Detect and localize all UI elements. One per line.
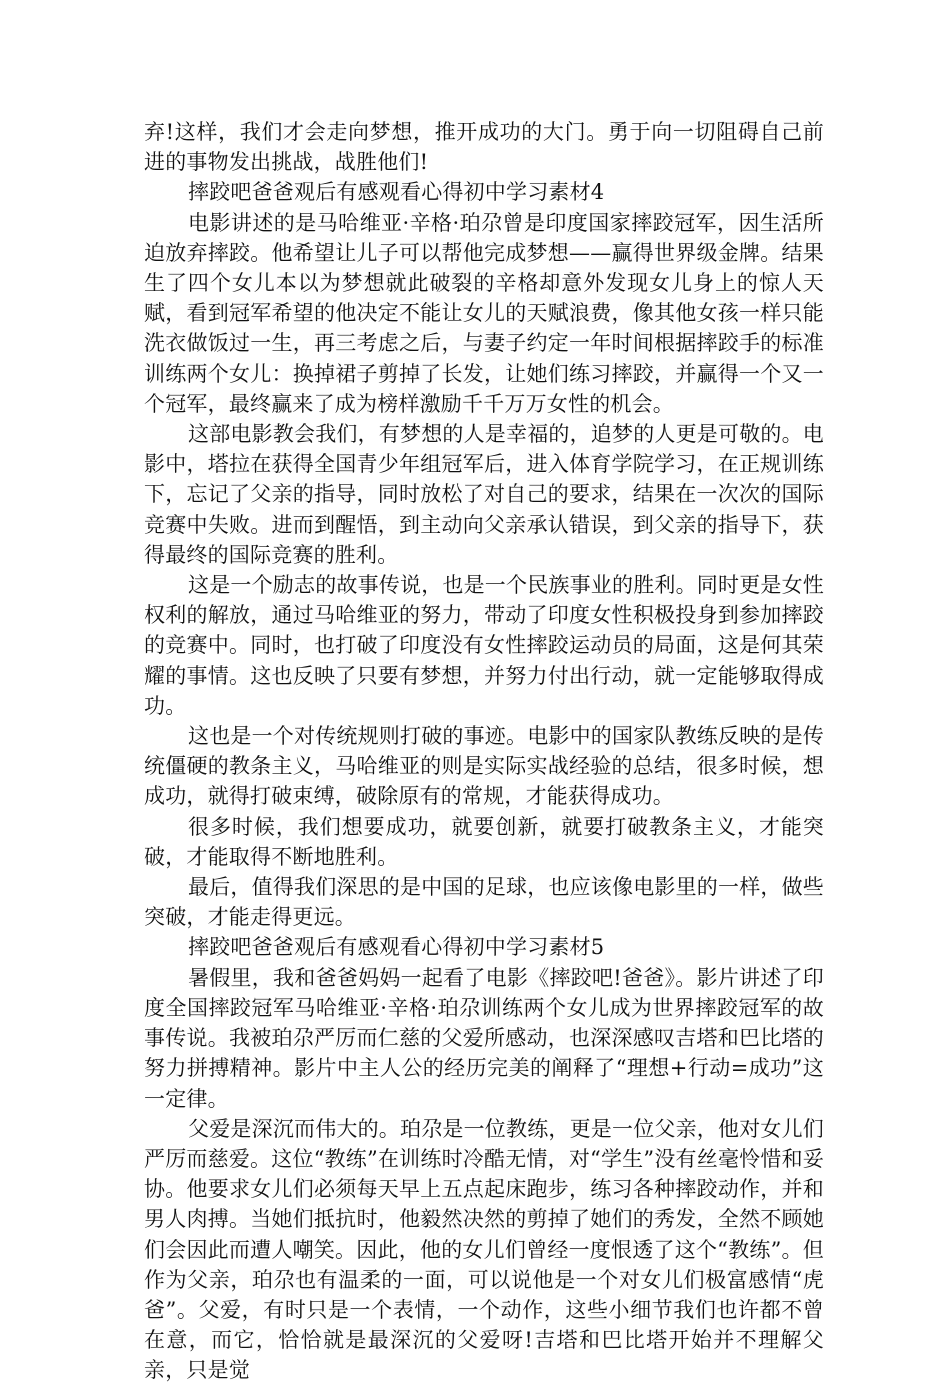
- body-paragraph: 最后，值得我们深思的是中国的足球，也应该像电影里的一样，做些突破，才能走得更远。: [144, 875, 824, 930]
- body-paragraph: 很多时候，我们想要成功，就要创新，就要打破教条主义，才能突破，才能取得不断地胜利。: [144, 814, 824, 869]
- body-paragraph: 这是一个励志的故事传说，也是一个民族事业的胜利。同时更是女性权利的解放，通过马哈维亚的努力，带动了印度女性积极投身到参加摔跤的竞赛中。同时，也打破了印度没有女性摔跤运动员的局面，这是何其荣耀的事情。这也反映了只要有梦想，并努力付出行动，就一定能够取得成功。: [144, 573, 824, 718]
- body-paragraph: 这也是一个对传统规则打破的事迹。电影中的国家队教练反映的是传统僵硬的教条主义，马哈维亚的则是实际实战经验的总结，很多时候，想成功，就得打破束缚，破除原有的常规，才能获得成功。: [144, 724, 824, 809]
- section-heading: 摔跤吧爸爸观后有感观看心得初中学习素材5: [188, 935, 605, 960]
- body-paragraph: 父爱是深沉而伟大的。珀尕是一位教练，更是一位父亲，他对女儿们严厉而慈爱。这位“教练”在训练时冷酷无情，对“学生”没有丝毫怜惜和妥协。他要求女儿们必须每天早上五点起床跑步，练习各种摔跤动作，并和男人肉搏。当她们抵抗时，他毅然决然的剪掉了她们的秀发，全然不顾她们会因此而遭人嘲笑。因此，他的女儿们曾经一度恨透了这个“教练”。但作为父亲，珀尕也有温柔的一面，可以说他是一个对女儿们极富感情“虎爸”。父爱，有时只是一个表情，一个动作，这些小细节我们也许都不曾在意，而它，恰恰就是最深沉的父爱呀!吉塔和巴比塔开始并不理解父亲，只是觉: [144, 1116, 824, 1383]
- document-page: [144, 117, 824, 1386]
- body-paragraph: 电影讲述的是马哈维亚·辛格·珀尕曾是印度国家摔跤冠军，因生活所迫放弃摔跤。他希望让儿子可以帮他完成梦想——赢得世界级金牌。结果生了四个女儿本以为梦想就此破裂的辛格却意外发现女儿身上的惊人天赋，看到冠军希望的他决定不能让女儿的天赋浪费，像其他女孩一样只能洗衣做饭过一生，再三考虑之后，与妻子约定一年时间根据摔跤手的标准训练两个女儿：换掉裙子剪掉了长发，让她们练习摔跤，并赢得一个又一个冠军，最终赢来了成为榜样激励千千万万女性的机会。: [144, 210, 824, 416]
- body-paragraph: 这部电影教会我们，有梦想的人是幸福的，追梦的人更是可敬的。电影中，塔拉在获得全国青少年组冠军后，进入体育学院学习，在正规训练下，忘记了父亲的指导，同时放松了对自己的要求，结果在一次次的国际竞赛中失败。进而到醒悟，到主动向父亲承认错误，到父亲的指导下，获得最终的国际竞赛的胜利。: [144, 422, 824, 567]
- body-paragraph: 弃!这样，我们才会走向梦想，推开成功的大门。勇于向一切阻碍自己前进的事物发出挑战，战胜他们!: [144, 120, 824, 175]
- body-paragraph: 暑假里，我和爸爸妈妈一起看了电影《摔跤吧!爸爸》。影片讲述了印度全国摔跤冠军马哈维亚·辛格·珀尕训练两个女儿成为世界摔跤冠军的故事传说。我被珀尕严厉而仁慈的父爱所感动，也深深感叹吉塔和巴比塔的努力拼搏精神。影片中主人公的经历完美的阐释了“理想+行动=成功”这一定律。: [144, 965, 824, 1111]
- section-heading: 摔跤吧爸爸观后有感观看心得初中学习素材4: [188, 180, 605, 205]
